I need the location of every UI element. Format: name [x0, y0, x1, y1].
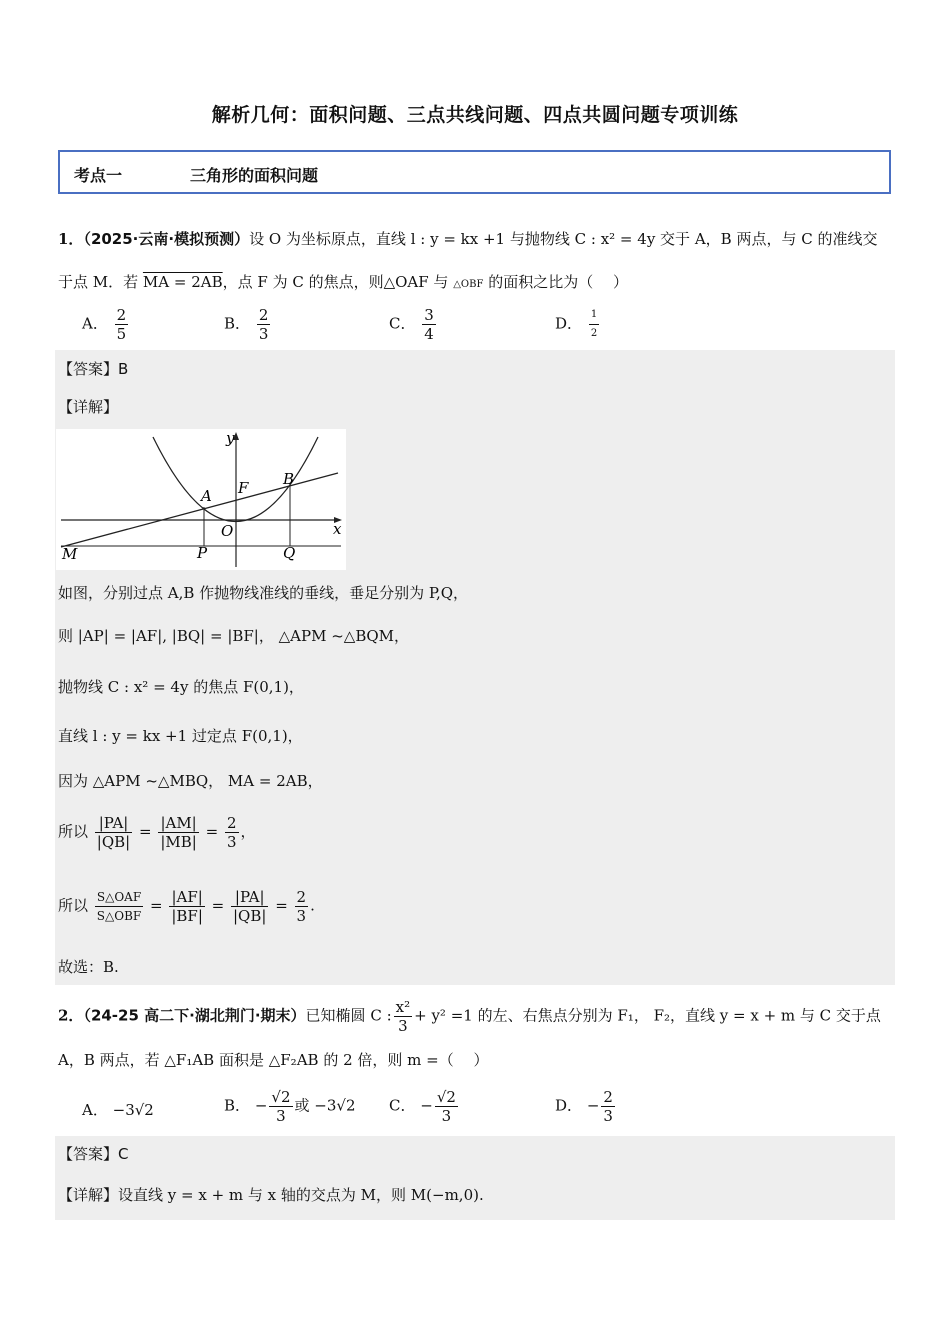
q2-option-b-den: 3	[276, 1107, 286, 1125]
q2-option-a	[82, 1099, 154, 1120]
q1-step-7: 所以 $\frac{\text{S△OAF}}{\text{S△OBF}}$ = $\frac{|AF|}{|BF|}$ = $\frac{|PA|}{|QB|}$ = $\frac{2}{3}$ .	[58, 888, 315, 925]
page-title: 解析几何：面积问题、三点共线问题、四点共圆问题专项训练	[211, 104, 739, 126]
q1-step-6-prefix: 所以	[58, 822, 89, 841]
q1-option-d-label: D．	[555, 314, 583, 333]
q1-step-7-d3: |QB|	[233, 907, 267, 925]
q1-text-b4: △OBF	[453, 279, 484, 290]
label-m: M	[62, 545, 78, 563]
q1-step-7-n1: S△OAF	[95, 888, 143, 907]
q1-step-7-n4: 2	[296, 888, 307, 906]
q2-ellipse-num: x²	[395, 998, 411, 1016]
q1-option-b-den: 3	[258, 325, 269, 343]
q2-option-c-num: √2	[436, 1088, 456, 1106]
q1-step-6-d3: 3	[226, 833, 237, 851]
label-b: B	[283, 470, 295, 488]
q2-option-a-text: −3√2	[112, 1101, 154, 1119]
q2-option-c	[389, 1088, 460, 1125]
q1-vector-eq: MA = 2AB	[142, 273, 223, 291]
q2-solution-block	[55, 1136, 895, 1220]
label-q: Q	[283, 544, 296, 562]
q1-step-7-d1: S△OBF	[96, 909, 142, 923]
q1-step-6-d2: |MB|	[160, 833, 197, 851]
q2-ellipse-den: 3	[398, 1017, 408, 1035]
q1-step-1: 如图，分别过点 A,B 作抛物线准线的垂线，垂足分别为 P,Q，	[58, 584, 469, 602]
q1-step-7-d4: 3	[296, 907, 307, 925]
q1-line-2	[58, 271, 628, 296]
q1-step-6-n1: |PA|	[95, 814, 132, 833]
q1-detail-label: 【详解】	[58, 398, 119, 416]
q1-option-c-den: 4	[424, 325, 434, 343]
q2-answer: 【答案】C	[58, 1145, 129, 1163]
q1-number: 1．	[58, 230, 84, 248]
q2-option-c-label: C．	[389, 1096, 416, 1115]
q1-option-a-den: 5	[116, 325, 127, 343]
q1-option-a	[82, 306, 130, 343]
q2-ellipse-rest: + y² =1	[414, 1006, 473, 1025]
q2-option-b-label: B．	[224, 1096, 251, 1115]
q2-detail: 【详解】设直线 y = x + m 与 x 轴的交点为 M，则 M(−m,0).	[58, 1186, 484, 1204]
topic-name: 三角形的面积问题	[190, 166, 319, 185]
label-y: y	[226, 429, 235, 447]
q1-option-c-label: C．	[389, 314, 416, 333]
label-a: A	[201, 487, 212, 505]
label-f: F	[238, 479, 249, 497]
q1-step-6-n3: 2	[226, 814, 237, 832]
q1-step-6-n2: |AM|	[158, 814, 199, 833]
label-o: O	[221, 522, 234, 540]
q1-step-6-d1: |QB|	[96, 833, 131, 851]
q1-answer: 【答案】B	[58, 360, 129, 378]
q1-option-b	[224, 306, 272, 343]
q2-option-b-post: 或 −3√2	[294, 1096, 356, 1115]
label-x: x	[333, 520, 342, 538]
q2-option-b-num: √2	[271, 1088, 291, 1106]
q1-option-c	[389, 306, 438, 343]
q2-option-d	[555, 1088, 617, 1125]
q2-source: （24-25 高二下·湖北荆门·期末）	[83, 1006, 306, 1025]
label-p: P	[197, 544, 208, 562]
q1-step-3: 抛物线 C : x² = 4y 的焦点 F(0,1)，	[58, 678, 304, 696]
q1-step-7-d2: |BF|	[171, 907, 203, 925]
q2-option-c-den: 3	[441, 1107, 452, 1125]
q1-option-b-label: B．	[224, 314, 251, 333]
q2-option-d-den: 3	[603, 1107, 613, 1125]
q2-option-d-label: D．	[555, 1096, 583, 1115]
q1-step-2: 则 |AP| = |AF|, |BQ| = |BF|， △APM ~△BQM，	[58, 627, 409, 645]
q1-step-5: 因为 △APM ~△MBQ， MA = 2AB，	[58, 772, 323, 790]
q1-option-d	[555, 306, 601, 343]
topic-box	[58, 150, 891, 194]
q1-step-6: 所以 $\frac{|PA|}{|QB|}$ = $\frac{|AM|}{|MB|}$ = $\frac{2}{3}$ ，	[58, 814, 256, 851]
q2-option-a-label: A．	[82, 1101, 108, 1119]
q1-source: （2025·云南·模拟预测）	[83, 230, 250, 248]
q2-option-c-pre: −	[420, 1096, 433, 1115]
q2-option-d-num: 2	[603, 1088, 613, 1106]
parabola-figure	[56, 429, 346, 570]
q1-option-a-num: 2	[116, 306, 127, 324]
q1-text-a: 设 O 为坐标原点，直线 l : y = kx +1 与抛物线 C : x² = 4y 交于 A，B 两点，与 C 的准线交	[249, 230, 878, 248]
q1-step-7-prefix: 所以	[58, 896, 89, 915]
q1-line-1	[58, 228, 877, 250]
q1-option-d-den: 2	[590, 328, 598, 339]
q1-step-4: 直线 l : y = kx +1 过定点 F(0,1)，	[58, 727, 303, 745]
q2-line-1	[58, 998, 881, 1035]
q1-option-c-num: 3	[424, 306, 434, 324]
q2-text-a1: 已知椭圆	[305, 1006, 366, 1025]
q1-option-a-label: A．	[82, 314, 108, 333]
q2-ellipse-c: C :	[370, 1006, 392, 1025]
topic-tag: 考点一	[74, 166, 123, 185]
q1-option-d-num: 1	[589, 306, 599, 325]
q1-step-7-n3: |PA|	[231, 888, 268, 907]
q1-text-b1: 于点 M．若	[58, 273, 139, 291]
q1-step-7-n2: |AF|	[169, 888, 205, 907]
q2-option-b	[224, 1088, 355, 1125]
q1-text-b5: 的面积之比为（ ）	[488, 273, 628, 291]
q2-line-2: A，B 两点，若 △F₁AB 面积是 △F₂AB 的 2 倍，则 m =（ ）	[58, 1051, 489, 1069]
q2-number: 2．	[58, 1006, 84, 1025]
q1-text-b3: ，点 F 为 C 的焦点，则△OAF 与	[222, 273, 449, 291]
q1-option-b-num: 2	[258, 306, 269, 324]
q2-text-a2: 的左、右焦点分别为 F₁， F₂，直线 y = x + m 与 C 交于点	[477, 1006, 881, 1025]
q2-option-b-pre: −	[254, 1096, 268, 1115]
q1-conclusion: 故选：B.	[58, 958, 119, 976]
q2-option-d-pre: −	[586, 1096, 600, 1115]
